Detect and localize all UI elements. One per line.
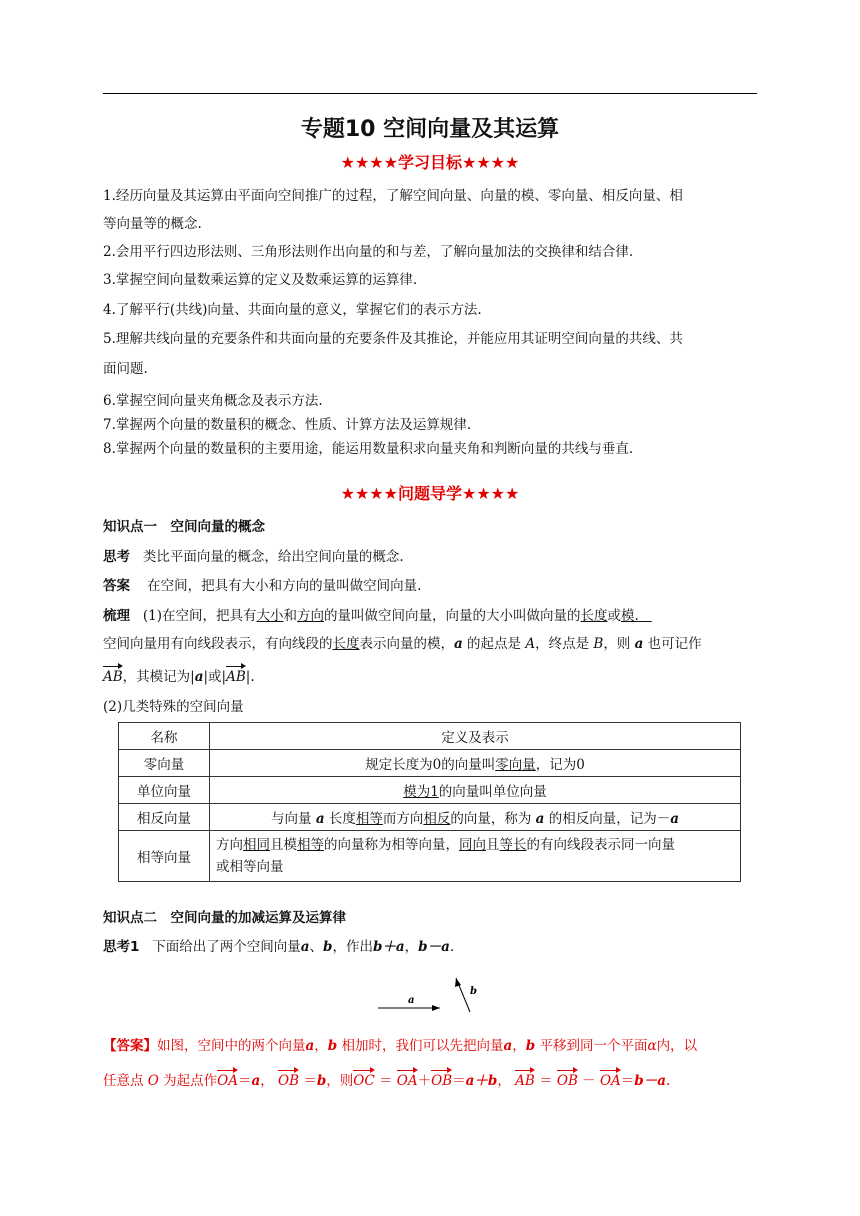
table-row (119, 831, 741, 882)
table-cell-name: 零向量 (119, 750, 210, 777)
vector-AB: AB (103, 669, 123, 685)
vector-a: a (305, 1038, 315, 1054)
table-header-row (119, 723, 741, 750)
table-cell-def (210, 831, 741, 882)
answer-text: 为起点作 (163, 1073, 218, 1089)
header-rule (103, 93, 757, 94)
goal-6: 6.掌握空间向量夹角概念及表示方法. (103, 393, 323, 409)
section-goals-heading: ★★★★学习目标★★★★ (340, 153, 520, 172)
arrowhead-icon (432, 1005, 440, 1011)
figure-label-b: b (470, 986, 477, 997)
table-row (119, 804, 741, 831)
vector-a: a (251, 1073, 261, 1089)
answer-text: 平移到同一个平面 (539, 1038, 648, 1054)
figure-label-a: a (408, 995, 415, 1006)
table-cell-def (210, 777, 741, 804)
answer-text: ＝ (303, 1073, 317, 1089)
blank-answer: 模. (621, 608, 639, 624)
answer-text: 如图，空间中的两个向量 (157, 1038, 306, 1054)
blank-answer: 方向 (297, 608, 324, 624)
vector-a: a (503, 1038, 513, 1054)
vector-a: a (454, 636, 463, 652)
sort-text: 或 (607, 608, 621, 624)
sort-text: ，终点是 (535, 636, 590, 652)
answer-text: 在空间，把具有大小和方向的量叫做空间向量. (147, 578, 422, 594)
think-label: 思考 (103, 549, 130, 565)
vector-a: a (670, 811, 679, 827)
goal-5-cont: 面问题. (103, 361, 148, 377)
sort-text: 表示向量的模， (359, 636, 454, 652)
expr-b-minus-a: b－a (418, 939, 450, 955)
kp1-answer (103, 574, 421, 594)
arrowhead-icon (455, 978, 461, 987)
vector-OA: OA (599, 1073, 621, 1089)
vector-OA: OA (396, 1073, 418, 1089)
expr-diff: b－a (634, 1073, 666, 1089)
table-header-cell: 定义及表示 (210, 723, 741, 750)
cell-text: 长度 (328, 811, 356, 827)
expr-b-plus-a: b＋a (372, 939, 405, 955)
blank-answer: 相同 (243, 837, 270, 853)
answer-text: . (665, 1073, 671, 1089)
think-text: 类比平面向量的概念，给出空间向量的概念. (142, 549, 404, 565)
expr-sum: a＋b (465, 1073, 498, 1089)
cell-text: 且模 (270, 837, 297, 853)
answer-label: 答案 (103, 578, 130, 594)
cell-text: 或相等向量 (216, 859, 284, 875)
answer-text: ＝ (539, 1073, 553, 1089)
table-header-cell: 名称 (119, 723, 210, 750)
vector-b: b (323, 939, 333, 955)
answer-text: 任意点 (103, 1073, 144, 1089)
cell-text: 的相反向量，记为－ (548, 811, 671, 827)
kp2-heading: 知识点二 空间向量的加减运算及运算律 (103, 910, 346, 926)
vector-OC: OC (353, 1073, 375, 1089)
goal-8: 8.掌握两个向量的数量积的主要用途，能运用数量积求向量夹角和判断向量的共线与垂直. (103, 441, 634, 457)
vector-a: a (300, 939, 310, 955)
blank-answer: 零向量 (495, 757, 536, 773)
sort-text: |. (245, 669, 255, 685)
answer-text: 相加时，我们可以先把向量 (341, 1038, 504, 1054)
goal-1-cont: 等向量等的概念. (103, 216, 202, 232)
blank-answer: 等长 (499, 837, 527, 853)
answer-text: 内，以 (656, 1038, 698, 1054)
cell-text: 而方向 (382, 811, 424, 827)
blank-answer: 相等 (355, 811, 383, 827)
think-text: 下面给出了两个空间向量 (152, 939, 301, 955)
table-row (119, 750, 741, 777)
vectors-a-b-figure (370, 970, 490, 1020)
table-cell-name: 相等向量 (119, 831, 210, 882)
answer-text: ＝ (452, 1073, 466, 1089)
answer-text: － (582, 1073, 596, 1089)
kp1-heading: 知识点一 空间向量的概念 (103, 519, 265, 535)
blank-answer: 相等 (297, 837, 324, 853)
cell-text: 与向量 (271, 811, 312, 827)
vector-a: a (315, 811, 325, 827)
vector-b: b (525, 1038, 536, 1054)
answer-line1 (103, 1034, 697, 1054)
vector-OA: OA (217, 1073, 238, 1089)
kp2-think (103, 935, 454, 955)
vector-OB: OB (278, 1073, 300, 1089)
blank-answer: 大小 (256, 608, 284, 624)
sort-text: 也可记作 (647, 636, 702, 652)
sort-text: 的量叫做空间向量，向量的大小叫做向量的 (324, 608, 581, 624)
sort-text: 的起点是 (467, 636, 522, 652)
cell-text: 的有向线段表示同一向量 (526, 837, 675, 853)
think-label: 思考1 (103, 939, 140, 955)
goal-5: 5.理解共线向量的充要条件和共面向量的充要条件及其推论，并能应用其证明空间向量的共线、共 (103, 331, 683, 347)
blank-answer: 长度 (580, 608, 608, 624)
vector-a: a (634, 636, 644, 652)
section-guide-heading: ★★★★问题导学★★★★ (340, 484, 520, 503)
table-cell-def (210, 804, 741, 831)
answer-text: ＋ (417, 1073, 432, 1089)
vector-OB: OB (431, 1073, 453, 1089)
answer-text: ，则 (326, 1073, 354, 1089)
think-text: . (449, 939, 455, 955)
think-text: ， (404, 939, 419, 955)
vector-a: a (194, 669, 204, 685)
sort-text: 和 (283, 608, 297, 624)
goal-2: 2.会用平行四边形法则、三角形法则作出向量的和与差，了解向量加法的交换律和结合律. (103, 244, 634, 260)
kp1-sort-line3 (103, 665, 255, 685)
point-B: B (593, 636, 604, 652)
goal-4: 4.了解平行(共线)向量、共面向量的意义，掌握它们的表示方法. (103, 302, 482, 318)
vector-AB: AB (515, 1073, 535, 1089)
kp1-sort-line1 (103, 604, 652, 624)
special-vectors-title: (2)几类特殊的空间向量 (103, 699, 244, 715)
cell-text: 的向量叫单位向量 (438, 784, 547, 800)
cell-text: 方向 (216, 837, 243, 853)
vector-b: b (316, 1073, 327, 1089)
sort-text: ，则 (603, 636, 631, 652)
goal-7: 7.掌握两个向量的数量积的概念、性质、计算方法及运算规律. (103, 417, 472, 433)
plane-alpha: α (647, 1038, 657, 1054)
answer-text: ， (512, 1038, 526, 1054)
kp1-sort-line2 (103, 632, 702, 652)
answer-text: ＝ (238, 1073, 252, 1089)
point-A: A (525, 636, 536, 652)
vector-b: b (327, 1038, 338, 1054)
blank-answer: 同向 (459, 837, 486, 853)
page-title: 专题10 空间向量及其运算 (300, 117, 560, 142)
blank-answer: 模为1 (403, 784, 439, 800)
sort-label: 梳理 (103, 608, 130, 624)
answer-text: ＝ (620, 1073, 635, 1089)
cell-text: ，记为0 (535, 757, 585, 773)
table-cell-def (210, 750, 741, 777)
cell-text: 且 (486, 837, 500, 853)
sort-text: ，其模记为| (122, 669, 195, 685)
cell-text: 的向量称为相等向量， (324, 837, 459, 853)
table-row (119, 777, 741, 804)
table-cell-name: 单位向量 (119, 777, 210, 804)
table-cell-name: 相反向量 (119, 804, 210, 831)
answer-text: ， (314, 1038, 328, 1054)
kp1-think (103, 545, 404, 565)
vector-OB: OB (556, 1073, 578, 1089)
special-vectors-table (118, 722, 741, 882)
cell-text: 的向量，称为 (450, 811, 532, 827)
answer-line2 (103, 1069, 670, 1089)
point-O: O (147, 1073, 159, 1089)
goal-3: 3.掌握空间向量数乘运算的定义及数乘运算的运算律. (103, 272, 418, 288)
vector-a: a (535, 811, 545, 827)
answer-text: ＝ (379, 1073, 393, 1089)
cell-text: 规定长度为0的向量叫 (365, 757, 496, 773)
answer-text: ， (497, 1073, 511, 1089)
think-text: ，作出 (332, 939, 373, 955)
sort-text: |或| (203, 669, 227, 685)
sort-text: 空间向量用有向线段表示，有向线段的 (103, 636, 333, 652)
vector-AB: AB (226, 669, 246, 685)
blank-answer: 长度 (332, 636, 360, 652)
think-text: 、 (309, 939, 324, 955)
goal-1: 1.经历向量及其运算由平面向空间推广的过程，了解空间向量、向量的模、零向量、相反向量、相 (103, 188, 683, 204)
sort-text: (1)在空间，把具有 (142, 608, 257, 624)
blank-answer: 相反 (423, 811, 451, 827)
answer-label: 【答案】 (103, 1038, 157, 1054)
answer-text: ， (260, 1073, 274, 1089)
